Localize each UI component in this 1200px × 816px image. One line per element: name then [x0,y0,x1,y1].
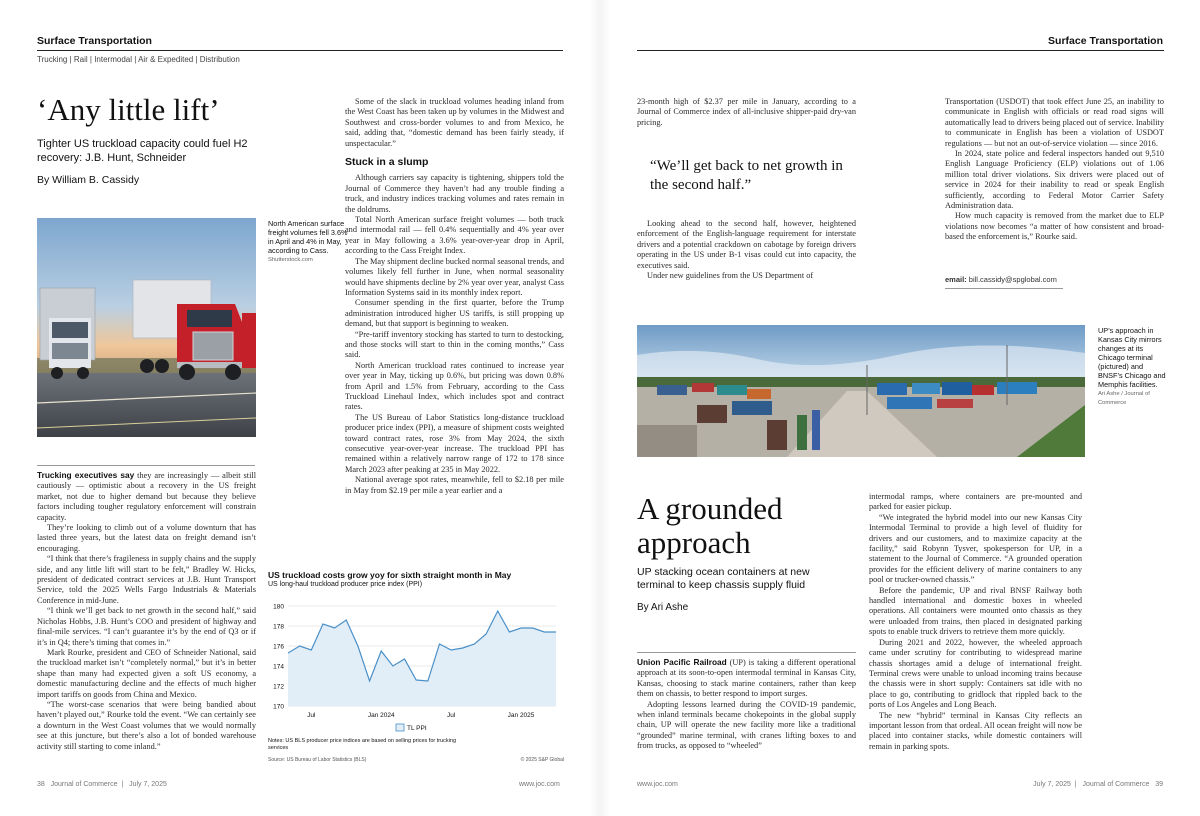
photo-credit: Shutterstock.com [268,257,313,263]
paragraph: intermodal ramps, where containers are pre-mounted and parked for easier pickup. [869,492,1082,512]
paragraph: Transportation (USDOT) that took effect June 25, an inability to communicate in English with officials or read road signs will automatically lead to drivers being placed out of service. Inability to communicate in English has been a violation of USDOT regulations — but not an out-of-service violation — since 2016. [945,97,1164,148]
paragraph: Total North American surface freight volumes — both truck and intermodal rail — fell 0.4% sequentially and 4% year over year in May following a 3.6% year-over-year drop in April, according to the Cass Freight Index. [345,215,564,256]
paragraph: Under new guidelines from the US Department of [647,271,814,281]
publication: Journal of Commerce [1082,781,1150,788]
footer-left: 38 Journal of Commerce | July 7, 2025 [37,781,167,788]
headline-2: A grounded approach [637,491,783,560]
chart-copyright: © 2025 S&P Global [520,757,564,763]
y-tick-label: 172 [273,683,284,691]
left-column-1 [37,470,256,752]
chart-subtitle: US long-haul truckload producer price index (PPI) [268,581,423,588]
rail-yard-photo [637,325,1085,457]
deck-2: UP stacking ocean containers at new terminal to keep chassis supply fluid [637,566,810,591]
paragraph: “The worst-case scenarios that were being bandied about haven’t played out,” Rourke told the event. “We can certainly see a downturn in the West Coast volumes that we would normally see at this juncture, but there’s also a lot of bonded warehouse activity still starting to come inland.” [37,699,256,751]
truck-photo [37,218,256,437]
byline: By William B. Cassidy [37,174,140,186]
paragraph: How much capacity is removed from the market due to ELP violations now becomes “a matter of how consistent and broad-based the enforcement is,” Rourke said. [945,211,1164,242]
legend-label: TL PPI [407,725,427,732]
paragraph: “I think we’ll get back to net growth in the second half,” said Nicholas Hobbs, J.B. Hunt’s COO and president of highway and final-mile services. “I can’t guarantee it’s by the end of Q3 or if it’s in Q4; there’s timing that comes in.” [37,606,256,647]
y-tick-label: 174 [273,663,284,671]
deck: Tighter US truckload capacity could fuel H2 recovery: J.B. Hunt, Schneider [37,138,248,164]
page-gutter [590,0,610,816]
byline-2: By Ari Ashe [637,602,689,613]
issue-date: July 7, 2025 [129,781,167,788]
paragraph: The May shipment decline bucked normal seasonal trends, and volumes likely fell further in June, when normal seasonality would have shipments decline by 2% year over year, analyst Cass Information Systems said in its monthly index report. [345,256,564,297]
paragraph: Although carriers say capacity is tightening, shippers told the Journal of Commerce they haven’t had any trouble finding a truck, and industry indices tracking volumes and rates remain in the doldrums. [345,173,564,214]
paragraph: The new “hybrid” terminal in Kansas City reflects an important lesson from that ordeal. All ocean freight will now be placed into container stacks, while domestic containers will remain in parking spots. [869,710,1082,751]
pull-quote: “We’ll get back to net growth in the second half.” [650,158,843,193]
author-email [945,275,1057,284]
section-rule [637,50,1164,51]
y-tick-label: 180 [273,603,284,611]
right-column-1 [637,97,856,128]
paragraph: “I think that there’s fragileness in supply chains and the supply side, and any little lift will start to be felt,” Bradley W. Hicks, president of dedicated contract services at J.B. Hunt Transport Service, told the 2025 Wells Fargo Industrials & Materials Conference in mid-June. [37,554,256,605]
paragraph: Before the pandemic, UP and rival BNSF Railway both handled international and domestic boxes in wheeled operations. All containers were mounted onto chassis as they were unloaded from trains, then placed in designated parking spots to enable truck drivers to retrieve them more quickly. [869,585,1082,637]
publication: Journal of Commerce [50,781,118,788]
x-tick-label: Jan 2025 [507,712,535,719]
paragraph: (UP) is taking a different operational approach at its soon-to-open intermodal terminal in Kansas City, Kansas, choosing to stack marine containers, rather than keep them on chassis, to better respond to import surges. [637,658,856,699]
photo-caption-text: North American surface freight volumes fell 3.6% in April and 4% in May, according to Cass. [268,219,348,255]
email-link[interactable]: bill.cassidy@spglobal.com [968,275,1057,284]
lead-in-2: Union Pacific Railroad [637,657,727,667]
footer-url-right[interactable]: www.joc.com [637,781,678,788]
story2-column-2 [869,492,1082,752]
section-rule [37,50,563,51]
paragraph: they are increasingly — albeit still cautiously — optimistic about a recovery in the US freight market, not due to higher demand but because they believe factors including tougher regulatory enforcement will constrain capacity. [37,471,256,522]
x-tick-label: Jan 2024 [367,712,395,719]
paragraph: During 2021 and 2022, however, the wheeled approach came under scrutiny for contributing to widespread marine chassis shortages amid a deluge of international freight. Terminal crews were unable to unload incoming trains because the chassis were in short supply: Containers sat idle with no place to go, contributing to gridlock that rippled back to the ports of Los Angeles and Long Beach. [869,637,1082,710]
paragraph: National average spot rates, meanwhile, fell to $2.18 per mile in May from $2.19 per mile a year earlier and a [345,475,564,495]
chart-plot [268,598,564,748]
email-label: email: [945,275,967,284]
email-rule [945,288,1063,289]
chart-title: US truckload costs grow yoy for sixth straight month in May [268,570,512,580]
paragraph: Some of the slack in truckload volumes heading inland from the West Coast has been taken up by volumes in the Midwest and Southwest and cross-border volumes to and from Mexico, he said, adding that, “domestic demand has been fairly steady, if unspectacular.” [345,97,564,148]
left-column-2 [345,97,564,496]
paragraph: Looking ahead to the second half, however, heightened enforcement of the English-language requirement for interstate drivers and a potential crackdown on cabotage by foreign drivers operating in the US under B-1 visas could cut into capacity, the executives said. [637,219,856,270]
rail-photo-caption-text: UP’s approach in Kansas City mirrors changes at its Chicago terminal (pictured) and BNSF’s Chicago and Memphis facilities. [1098,326,1166,389]
chart-note: Notes: US BLS producer price indices are based on selling prices for trucking services [268,738,457,751]
paragraph: Adopting lessons learned during the COVID-19 pandemic, when inland terminals became chokepoints in the global supply chain, UP will operate the new facility more like a traditional “grounded” marine terminal, with cranes lifting boxes to and from trucks, as opposed to “wheeled” [637,699,856,751]
chart [268,570,564,770]
legend-swatch [396,724,404,731]
chart-source: Source: US Bureau of Labor Statistics (BLS) [268,757,367,763]
y-tick-label: 170 [273,703,284,711]
subhead: Stuck in a slump [345,156,429,169]
paragraph: North American truckload rates continued to increase year over year in May, ticking up 0.6%, but pricing was down 0.8% from April and 1.5% from February, according to the Cass Truckload Linehaul Index, which includes spot and contract rates. [345,360,564,412]
lead-in: Trucking executives say [37,470,135,480]
rail-photo-credit: Ari Ashe / Journal of Commerce [1098,391,1150,406]
paragraph: 23-month high of $2.37 per mile in January, according to a Journal of Commerce index of all-inclusive shipper-paid dry-van pricing. [637,97,856,127]
headline: ‘Any little lift’ [37,92,220,127]
paragraph: In 2024, state police and federal inspectors handed out 9,510 English Language Proficiency (ELP) violations out of 1.06 million total driver violations. Six drivers were placed out of service in 2024 for their inability to read or speak English sufficiently, according to Federal Motor Carrier Safety Administration data. [945,149,1164,211]
story2-column-1 [637,657,856,752]
x-tick-label: Jul [446,712,456,719]
column-rule-2 [637,652,856,653]
right-column-2 [945,97,1164,243]
y-tick-label: 178 [273,623,284,631]
section-subnav: Trucking | Rail | Intermodal | Air & Expedited | Distribution [37,55,240,64]
x-tick-label: Jul [307,712,316,719]
paragraph: They’re looking to climb out of a volume downturn that has lasted three years, but the latest data on freight demand isn’t encouraging. [37,523,256,553]
rail-photo-caption [1098,326,1166,408]
paragraph: “Pre-tariff inventory stocking has started to turn to destocking, and those stocks will start to thin in the coming months,” Cass said. [345,329,564,360]
section-title: Surface Transportation [37,35,152,47]
issue-date: July 7, 2025 [1033,781,1071,788]
y-tick-label: 176 [273,643,284,651]
column-rule [37,465,255,466]
paragraph: Consumer spending in the first quarter, before the Trump administration introduced higher US tariffs, is still propping up demand, but that support is beginning to weaken. [345,298,564,329]
footer-right: July 7, 2025 | Journal of Commerce 39 [1033,781,1163,788]
page-number: 38 [37,781,45,788]
paragraph: “We integrated the hybrid model into our new Kansas City Intermodal Terminal to provide a high level of fluidity for drivers and our customers, and to maximize capacity at the facility,” said Robynn Tysver, spokesperson for UP, in a statement to the Journal of Commerce. “A grounded operation provides for the efficient delivery of marine containers to any pool or trucker-owned chassis.” [869,512,1082,585]
page-number: 39 [1155,781,1163,788]
paragraph: Mark Rourke, president and CEO of Schneider National, said the truckload market isn’t “completely normal,” but it’s in better shape than many had expected given a soft US economy, a domestic manufacturing decline and the effects of much higher import tariffs on goods from China and Mexico. [37,647,256,699]
photo-caption [268,219,348,265]
paragraph: The US Bureau of Labor Statistics long-distance truckload producer price index (PPI), a measure of shipment costs weighted toward contract rates, rose 3% from May 2024, the sixth consecutive year-over-year increase. The truckload PPI has remained within a relatively narrow range of 172 to 178 since March 2023 after peaking at 235 in May 2022. [345,412,564,474]
footer-url[interactable]: www.joc.com [519,781,560,788]
right-column-1-bottom [637,219,856,281]
section-title: Surface Transportation [1048,35,1163,47]
